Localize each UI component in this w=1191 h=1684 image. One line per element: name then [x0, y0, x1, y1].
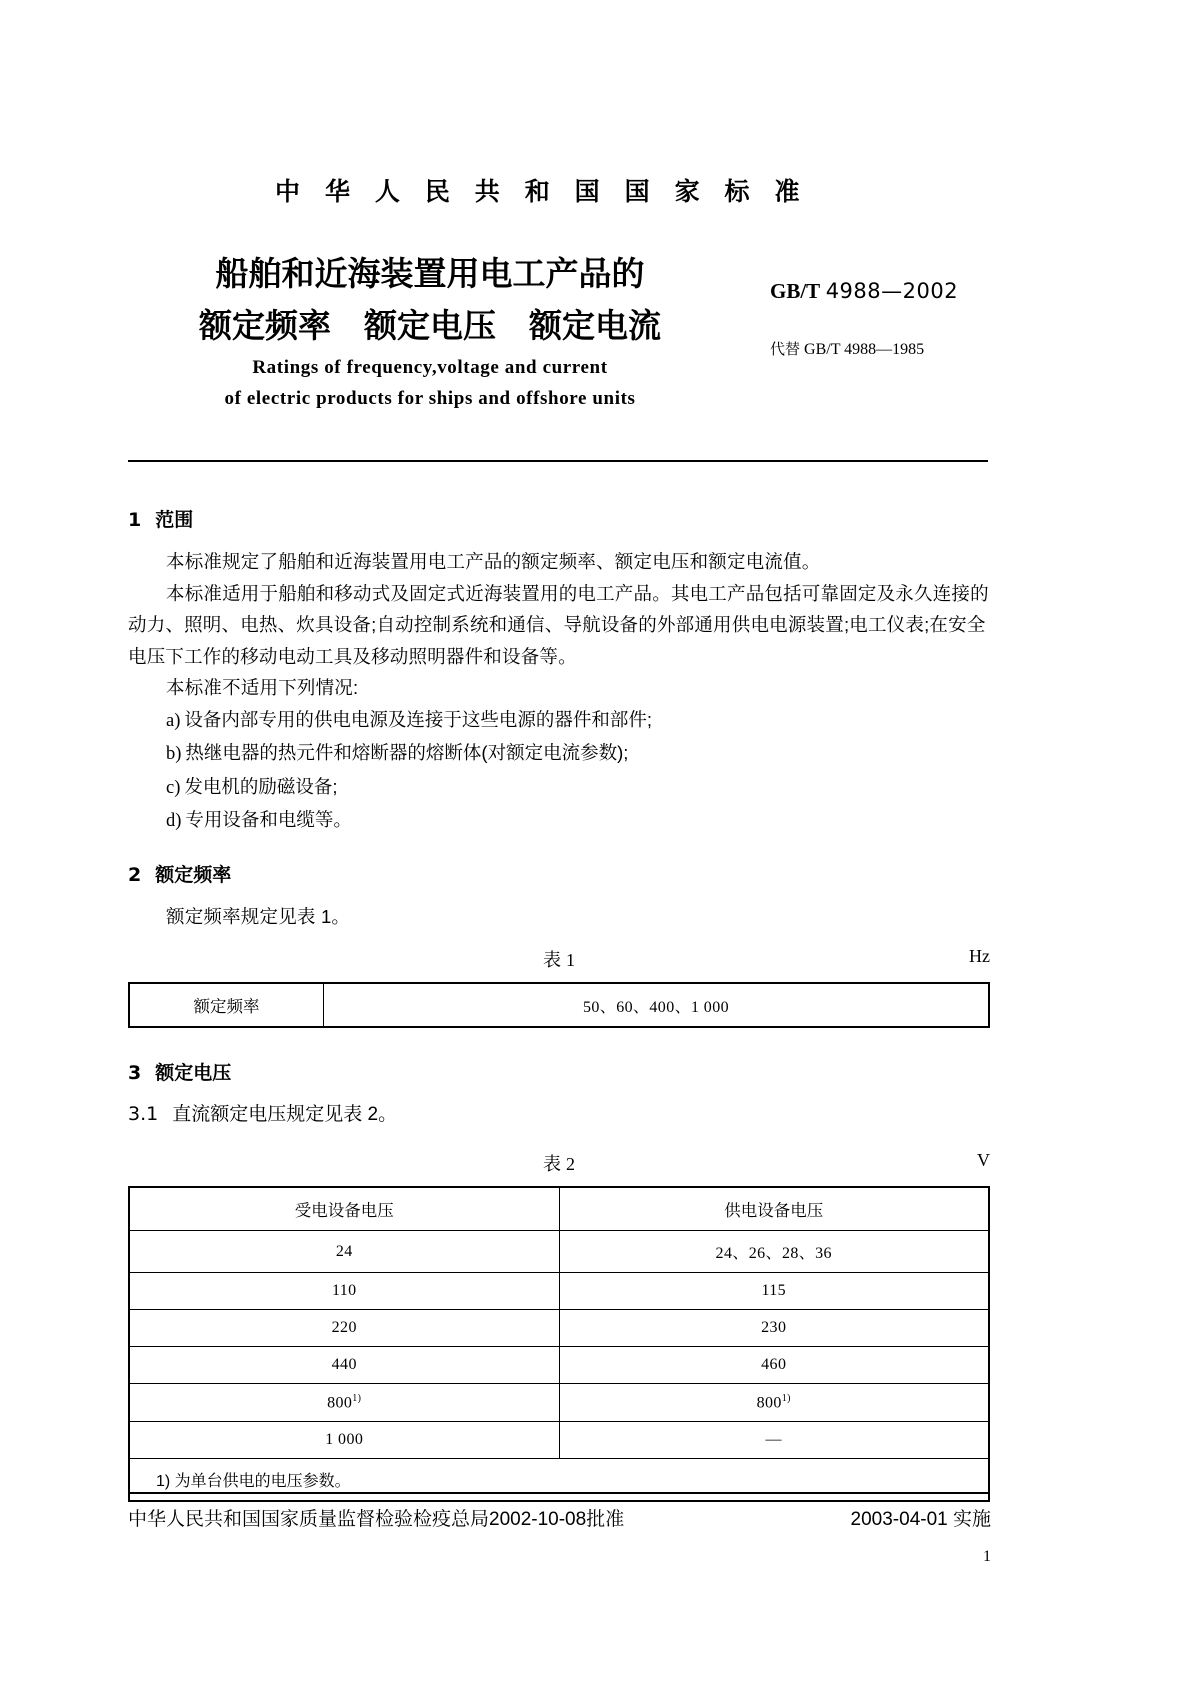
standard-number-prefix: GB/T	[770, 279, 821, 303]
section-heading-3-1	[128, 1099, 990, 1126]
list-item	[128, 704, 990, 738]
section-2-title: 额定频率	[155, 864, 232, 886]
section-heading-1	[128, 505, 990, 532]
page-number: 1	[983, 1548, 991, 1565]
document-body	[128, 505, 990, 1502]
spacer	[128, 838, 990, 860]
list-item	[128, 771, 990, 805]
table-1-caption-row	[128, 946, 990, 976]
table-row	[129, 1310, 989, 1347]
table-2-footnote: 1) 为单台供电的电压参数。	[129, 1459, 989, 1502]
document-title	[130, 248, 730, 352]
footnote-marker: 1)	[781, 1393, 791, 1404]
list-item-marker: d)	[166, 811, 182, 831]
section-1-title: 范围	[155, 510, 194, 531]
list-item	[128, 804, 990, 838]
document-title-english	[130, 352, 730, 414]
list-item-text: 热继电器的热元件和熔断器的熔断体(对额定电流参数);	[185, 742, 629, 763]
table-2-unit: V	[977, 1150, 990, 1170]
table-row	[129, 1231, 989, 1273]
table-1-caption-label: 表	[542, 950, 561, 970]
standard-number-value: 4988—2002	[825, 279, 959, 303]
section-1-number: 1	[128, 509, 142, 531]
table-2-cell-right: 115	[559, 1273, 989, 1310]
table-1-caption-number: 1	[566, 950, 575, 970]
document-title-english-line1: Ratings of frequency,voltage and current	[252, 357, 608, 378]
table-header-row	[129, 1187, 989, 1231]
table-2-cell-left: 1 000	[129, 1422, 559, 1459]
section-3-1-number: 3.1	[128, 1103, 159, 1125]
list-item-text: 专用设备和电缆等。	[185, 809, 352, 830]
document-title-english-line2: of electric products for ships and offshore units	[224, 388, 636, 409]
list-item-text: 发电机的励磁设备;	[184, 775, 338, 797]
document-title-line1: 船舶和近海装置用电工产品的	[215, 255, 645, 292]
section-2-paragraph-1: 额定频率规定见表 1。	[166, 905, 351, 927]
spacer	[128, 1136, 990, 1150]
table-2-cell-right: 800$^{1)}$	[559, 1384, 989, 1422]
section-1-paragraph-3: 本标准不适用下列情况:	[166, 677, 359, 698]
table-2-caption-label: 表	[542, 1154, 561, 1174]
table-2-cell-left: 220	[129, 1310, 559, 1347]
footer-divider-rule	[128, 1492, 990, 1494]
document-title-line2: 额定频率 额定电压 额定电流	[199, 307, 661, 344]
section-2-number: 2	[128, 863, 142, 886]
standard-replaces-label: 代替	[770, 341, 801, 358]
standard-replaces-value: GB/T 4988—1985	[804, 341, 925, 358]
table-1-unit: Hz	[969, 946, 990, 966]
table-row	[129, 1273, 989, 1310]
spacer	[128, 1028, 990, 1058]
table-2-header-left: 受电设备电压	[129, 1187, 559, 1231]
footer-approval-text: 中华人民共和国国家质量监督检验检疫总局2002-10-08批准	[128, 1509, 625, 1530]
section-1-paragraph-1: 本标准规定了船舶和近海装置用电工产品的额定频率、额定电压和额定电流值。	[166, 551, 821, 572]
section-3-1-text: 直流额定电压规定见表 2。	[172, 1104, 398, 1125]
section-3-number: 3	[128, 1062, 142, 1084]
table-rated-frequency	[128, 982, 990, 1028]
table-2-cell-right: —	[559, 1422, 989, 1459]
table-2-cell-right: 460	[559, 1347, 989, 1384]
table-2-caption-row	[128, 1150, 990, 1180]
table-rated-dc-voltage	[128, 1186, 990, 1502]
table-2-cell-left: 440	[129, 1347, 559, 1384]
table-2-caption-number: 2	[566, 1154, 575, 1174]
table-2-caption	[128, 1150, 990, 1176]
table-footnote-row	[129, 1459, 989, 1502]
table-2-cell-left: 110	[129, 1273, 559, 1310]
footnote-marker: 1)	[352, 1393, 362, 1404]
list-item	[128, 737, 990, 771]
section-3-title: 额定电压	[155, 1063, 232, 1084]
table-2-cell-left: 24	[129, 1231, 559, 1273]
table-1-caption	[128, 946, 990, 972]
national-standard-banner: 中 华 人 民 共 和 国 国 家 标 准	[275, 178, 809, 206]
table-row	[129, 1347, 989, 1384]
list-item-marker: b)	[166, 744, 182, 764]
standard-replaces	[770, 338, 924, 359]
section-heading-3	[128, 1058, 990, 1085]
list-item-text: 设备内部专用的供电电源及连接于这些电源的器件和部件;	[184, 708, 653, 730]
table-2-cell-right: 230	[559, 1310, 989, 1347]
list-item-marker: c)	[166, 777, 181, 798]
table-1-row-value: 50、60、400、1 000	[324, 983, 990, 1027]
table-row	[129, 1384, 989, 1422]
header-divider-rule	[128, 460, 988, 462]
footer-implementation-text: 2003-04-01 实施	[850, 1509, 991, 1530]
section-1-paragraph-2: 本标准适用于船舶和移动式及固定式近海装置用的电工产品。其电工产品包括可靠固定及永久连接的动力、照明、电热、炊具设备;自动控制系统和通信、导航设备的外部通用供电电源装置;电工仪表;在安全电压下工作的移动电动工具及移动照明器件和设备等。	[128, 582, 989, 667]
table-2-cell-left: 800$^{1)}$	[129, 1384, 559, 1422]
table-2-cell-right: 24、26、28、36	[559, 1231, 989, 1273]
table-row	[129, 983, 989, 1027]
standard-number	[770, 278, 958, 304]
table-2-header-right: 供电设备电压	[559, 1187, 989, 1231]
list-item-marker: a)	[166, 710, 181, 731]
table-1-row-label: 额定频率	[129, 983, 324, 1027]
section-heading-2	[128, 860, 990, 887]
spacer	[128, 932, 990, 946]
table-row	[129, 1422, 989, 1459]
